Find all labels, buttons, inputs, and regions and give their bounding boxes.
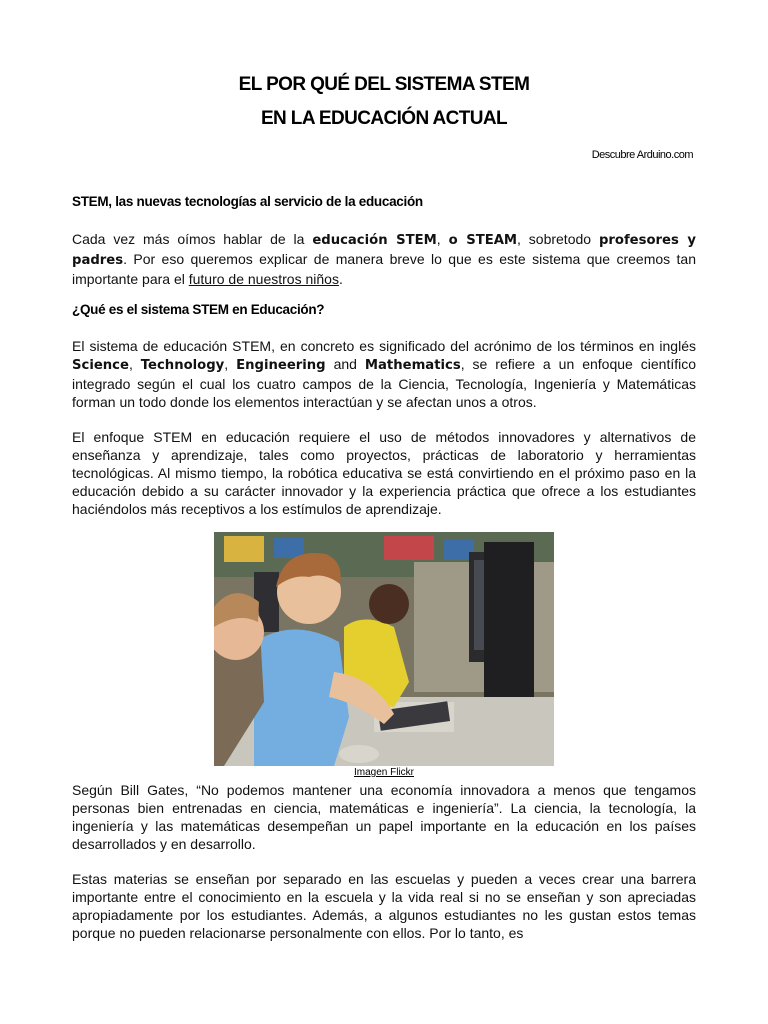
text-run: , bbox=[224, 356, 237, 372]
bold-term: o STEAM bbox=[448, 233, 518, 248]
subjects-paragraph: Estas materias se enseñan por separado en las escuelas y pueden a veces crear una barrera importante entre el conocimiento en la escuela y la vida real si no se enseñan y son apreciadas apropiadamente por los estudiantes. Además, a algunos estudiantes no les gustan estos temas porque no pueden relacionarse personalmente con ellos. Por lo tanto, es bbox=[72, 871, 696, 941]
text-run: . bbox=[338, 271, 343, 287]
bold-term: profesores y padres bbox=[72, 233, 696, 268]
approach-paragraph: El enfoque STEM en educación requiere el uso de métodos innovadores y alternativos de enseñanza y aprendizaje, tales como proyectos, prácticas de laboratorio y herramientas tecnológicas. Al mismo tiempo, la robótica educativa se está convirtiendo en el próximo paso en la educación debido a su carácter innovador y la experiencia práctica que ofrece a los estudiantes haciéndolos más receptivos a los estímulos de aprendizaje. bbox=[72, 429, 696, 517]
bold-term: Mathematics bbox=[364, 358, 461, 373]
text-run: , se refiere a un enfoque científico integrado según el cual los cuatro campos de la Ciencia, Tecnología, Ingeniería y Matemáticas forman un todo donde los elementos interactúan y se afectan unos a otros. bbox=[72, 356, 697, 410]
photo-caption-link[interactable]: Imagen Flickr bbox=[353, 767, 414, 778]
text-run: . Por eso queremos explicar de manera breve lo que es este sistema que creemos tan importante para el bbox=[72, 251, 696, 287]
document-title-line1: EL POR QUÉ DEL SISTEMA STEM bbox=[238, 74, 530, 95]
classroom-photo-illustration bbox=[214, 532, 554, 766]
text-run: and bbox=[325, 356, 365, 372]
text-run: , bbox=[436, 231, 449, 247]
bill-gates-paragraph: Según Bill Gates, “No podemos mantener una economía innovadora a menos que tengamos personas bien entrenadas en ciencia, matemáticas e ingeniería”. La ciencia, la tecnología, la ingeniería y las matemáticas desempeñan un papel importante en la educación en los países desarrollados y en desarrollo. bbox=[72, 782, 696, 852]
intro-paragraph bbox=[72, 230, 696, 288]
bold-term: educación STEM bbox=[312, 233, 437, 248]
future-link[interactable]: futuro de nuestros niños bbox=[188, 271, 339, 287]
document-title-line2: EN LA EDUCACIÓN ACTUAL bbox=[260, 108, 508, 129]
bold-term: Science bbox=[72, 358, 129, 373]
bold-term: Engineering bbox=[236, 358, 326, 373]
source-credit: Descubre Arduino.com bbox=[591, 149, 693, 161]
section-heading-what-is-stem: ¿Qué es el sistema STEM en Educación? bbox=[72, 302, 325, 317]
text-run: , sobretodo bbox=[517, 231, 599, 247]
definition-paragraph bbox=[72, 337, 696, 411]
text-run: El sistema de educación STEM, en concreto es significado del acrónimo de los términos en inglés bbox=[72, 338, 696, 354]
bold-term: Technology bbox=[140, 358, 225, 373]
text-run: Cada vez más oímos hablar de la bbox=[72, 231, 313, 247]
text-run: , bbox=[128, 356, 141, 372]
classroom-photo bbox=[214, 532, 554, 766]
section-heading-stem: STEM, las nuevas tecnologías al servicio de la educación bbox=[72, 194, 423, 209]
